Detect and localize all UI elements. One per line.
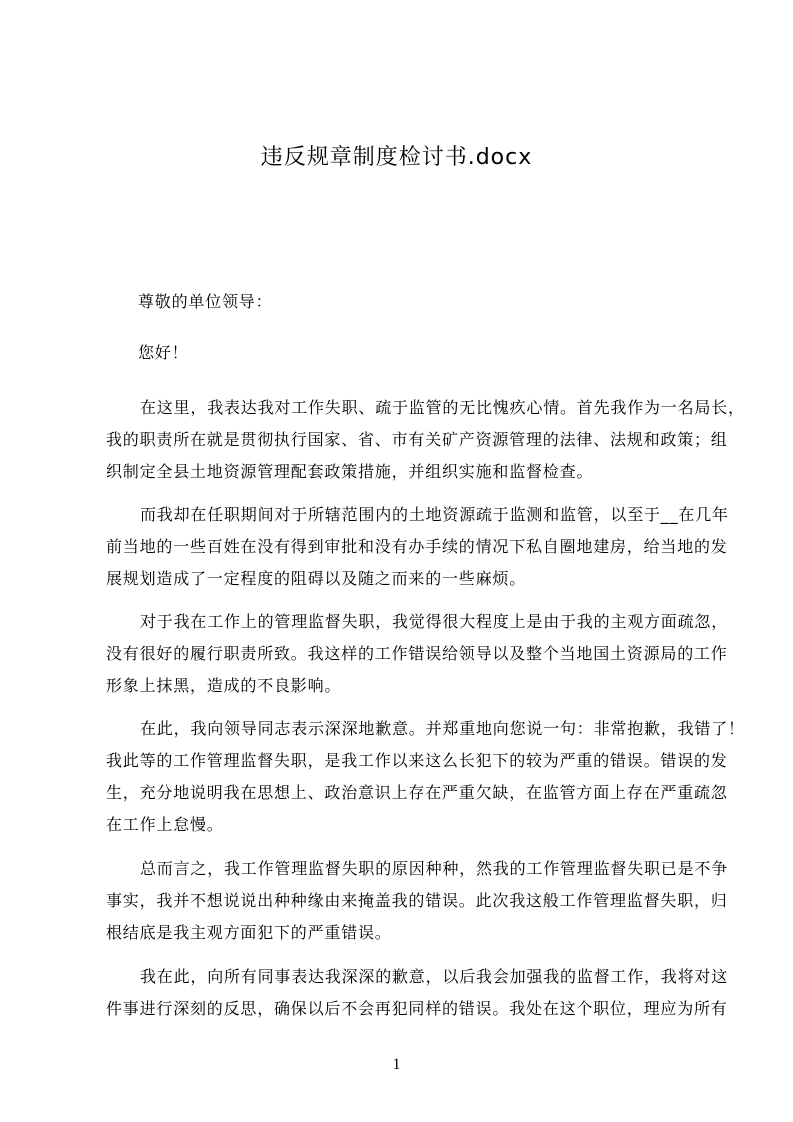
paragraph-3-line: 形象上抹黑，造成的不良影响。	[106, 676, 342, 695]
paragraph-4-line: 在此，我向领导同志表示深深地歉意。并郑重地向您说一句：非常抱歉，我错了！	[140, 719, 745, 738]
paragraph-4-line: 生，充分地说明我在思想上、政治意识上存在严重欠缺，在监管方面上存在严重疏忽	[106, 783, 728, 802]
paragraph-2-line: 前当地的一些百姓在没有得到审批和没有办手续的情况下私自圈地建房，给当地的发	[106, 537, 728, 556]
paragraph-5-line: 事实，我并不想说说出种种缘由来掩盖我的错误。此次我这般工作管理监督失职，归	[106, 891, 728, 910]
paragraph-6-line: 我在此，向所有同事表达我深深的歉意，以后我会加强我的监督工作，我将对这	[140, 967, 729, 986]
paragraph-5-line: 根结底是我主观方面犯下的严重错误。	[106, 923, 392, 942]
salutation: 尊敬的单位领导：	[138, 292, 273, 311]
document-title: 违反规章制度检讨书.docx	[260, 145, 533, 170]
paragraph-2-line: 展规划造成了一定程度的阻碍以及随之而来的一些麻烦。	[106, 569, 527, 588]
page-number: 1	[392, 1056, 401, 1073]
paragraph-3-line: 没有很好的履行职责所致。我这样的工作错误给领导以及整个当地国土资源局的工作	[106, 644, 728, 663]
paragraph-4-line: 在工作上怠慢。	[106, 815, 224, 834]
paragraph-5-line: 总而言之，我工作管理监督失职的原因种种，然我的工作管理监督失职已是不争	[140, 859, 729, 878]
paragraph-6-line: 件事进行深刻的反思，确保以后不会再犯同样的错误。我处在这个职位，理应为所有	[106, 999, 728, 1018]
paragraph-1-line: 在这里，我表达我对工作失职、疏于监管的无比愧疚心情。首先我作为一名局长，	[140, 398, 745, 417]
paragraph-1-line: 我的职责所在就是贯彻执行国家、省、市有关矿产资源管理的法律、法规和政策；组	[106, 430, 728, 449]
greeting: 您好！	[138, 343, 189, 362]
paragraph-1-line: 织制定全县土地资源管理配套政策措施，并组织实施和监督检查。	[106, 462, 594, 481]
paragraph-4-line: 我此等的工作管理监督失职，是我工作以来这么长犯下的较为严重的错误。错误的发	[106, 751, 728, 770]
paragraph-2-line: 而我却在任职期间对于所辖范围内的土地资源疏于监测和监管，以至于__在几年	[140, 505, 729, 524]
paragraph-3-line: 对于我在工作上的管理监督失职，我觉得很大程度上是由于我的主观方面疏忽，	[140, 612, 729, 631]
